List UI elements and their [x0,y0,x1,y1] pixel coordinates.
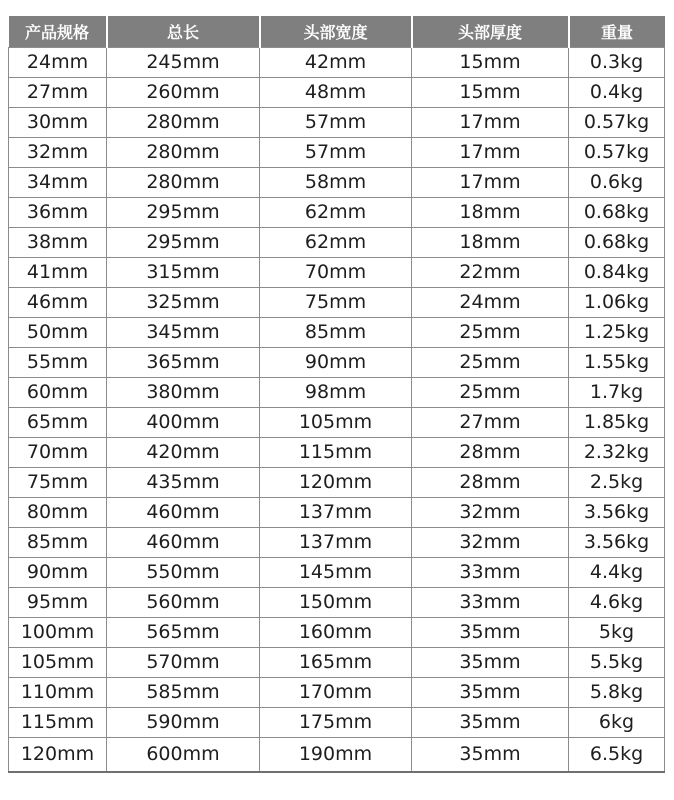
cell-spec: 120mm [9,738,107,773]
table-row [9,408,665,438]
cell-spec: 34mm [9,168,107,198]
cell-head-thickness: 35mm [412,678,569,708]
table-row [9,138,665,168]
cell-weight: 1.85kg [569,408,665,438]
cell-head-width: 62mm [260,198,412,228]
cell-head-thickness: 17mm [412,138,569,168]
cell-weight: 0.4kg [569,78,665,108]
cell-head-thickness: 32mm [412,528,569,558]
cell-weight: 0.6kg [569,168,665,198]
cell-head-width: 57mm [260,108,412,138]
cell-head-thickness: 18mm [412,198,569,228]
cell-weight: 2.32kg [569,438,665,468]
cell-head-width: 137mm [260,528,412,558]
cell-head-width: 62mm [260,228,412,258]
table-body [9,48,665,773]
cell-weight: 1.7kg [569,378,665,408]
cell-weight: 6kg [569,708,665,738]
cell-total-length: 435mm [107,468,260,498]
cell-spec: 24mm [9,48,107,78]
cell-total-length: 325mm [107,288,260,318]
cell-head-width: 48mm [260,78,412,108]
cell-head-thickness: 18mm [412,228,569,258]
cell-head-thickness: 33mm [412,588,569,618]
table-row [9,78,665,108]
table-row [9,648,665,678]
cell-total-length: 365mm [107,348,260,378]
cell-spec: 30mm [9,108,107,138]
cell-weight: 1.25kg [569,318,665,348]
cell-weight: 6.5kg [569,738,665,773]
cell-total-length: 280mm [107,168,260,198]
header-row [9,16,665,48]
cell-weight: 4.4kg [569,558,665,588]
cell-head-thickness: 22mm [412,258,569,288]
table-row [9,258,665,288]
table-row [9,378,665,408]
cell-head-thickness: 28mm [412,438,569,468]
cell-spec: 70mm [9,438,107,468]
cell-head-thickness: 28mm [412,468,569,498]
cell-weight: 4.6kg [569,588,665,618]
cell-weight: 0.84kg [569,258,665,288]
cell-total-length: 585mm [107,678,260,708]
cell-head-thickness: 33mm [412,558,569,588]
table-row [9,348,665,378]
cell-weight: 3.56kg [569,498,665,528]
cell-head-width: 90mm [260,348,412,378]
cell-head-width: 120mm [260,468,412,498]
table-row [9,228,665,258]
cell-total-length: 420mm [107,438,260,468]
cell-total-length: 315mm [107,258,260,288]
cell-head-width: 70mm [260,258,412,288]
cell-head-width: 98mm [260,378,412,408]
cell-total-length: 295mm [107,228,260,258]
cell-total-length: 460mm [107,498,260,528]
cell-spec: 85mm [9,528,107,558]
cell-head-thickness: 25mm [412,348,569,378]
cell-head-width: 57mm [260,138,412,168]
table-row [9,318,665,348]
header-weight: 重量 [569,16,665,48]
cell-total-length: 260mm [107,78,260,108]
cell-total-length: 345mm [107,318,260,348]
cell-weight: 5.5kg [569,648,665,678]
cell-total-length: 565mm [107,618,260,648]
cell-head-width: 190mm [260,738,412,773]
cell-weight: 5.8kg [569,678,665,708]
cell-head-width: 105mm [260,408,412,438]
header-total-length: 总长 [107,16,260,48]
cell-head-thickness: 35mm [412,738,569,773]
cell-head-width: 115mm [260,438,412,468]
cell-head-thickness: 35mm [412,618,569,648]
table-row [9,558,665,588]
cell-head-thickness: 32mm [412,498,569,528]
cell-weight: 0.68kg [569,228,665,258]
header-spec: 产品规格 [9,16,107,48]
table-header [9,16,665,48]
cell-spec: 95mm [9,588,107,618]
table-row [9,738,665,773]
header-head-width: 头部宽度 [260,16,412,48]
cell-total-length: 280mm [107,108,260,138]
cell-total-length: 590mm [107,708,260,738]
cell-head-thickness: 35mm [412,708,569,738]
cell-spec: 60mm [9,378,107,408]
table-row [9,588,665,618]
cell-weight: 1.06kg [569,288,665,318]
cell-spec: 38mm [9,228,107,258]
cell-weight: 3.56kg [569,528,665,558]
cell-spec: 65mm [9,408,107,438]
cell-total-length: 600mm [107,738,260,773]
table-row [9,438,665,468]
cell-head-thickness: 15mm [412,78,569,108]
table-row [9,678,665,708]
cell-total-length: 280mm [107,138,260,168]
cell-spec: 46mm [9,288,107,318]
cell-total-length: 400mm [107,408,260,438]
table-row [9,708,665,738]
cell-head-width: 165mm [260,648,412,678]
cell-total-length: 380mm [107,378,260,408]
cell-head-width: 75mm [260,288,412,318]
cell-total-length: 295mm [107,198,260,228]
cell-weight: 0.3kg [569,48,665,78]
cell-head-thickness: 17mm [412,108,569,138]
cell-head-width: 150mm [260,588,412,618]
cell-spec: 80mm [9,498,107,528]
cell-total-length: 550mm [107,558,260,588]
cell-head-thickness: 35mm [412,648,569,678]
cell-head-width: 175mm [260,708,412,738]
cell-spec: 90mm [9,558,107,588]
table-row [9,288,665,318]
table-row [9,168,665,198]
cell-head-width: 85mm [260,318,412,348]
cell-head-width: 58mm [260,168,412,198]
cell-spec: 41mm [9,258,107,288]
cell-total-length: 245mm [107,48,260,78]
table-row [9,108,665,138]
table-row [9,198,665,228]
cell-head-width: 170mm [260,678,412,708]
cell-spec: 115mm [9,708,107,738]
table-row [9,498,665,528]
cell-spec: 110mm [9,678,107,708]
cell-total-length: 460mm [107,528,260,558]
cell-total-length: 570mm [107,648,260,678]
cell-spec: 50mm [9,318,107,348]
cell-head-thickness: 25mm [412,378,569,408]
cell-spec: 27mm [9,78,107,108]
cell-spec: 55mm [9,348,107,378]
table-row [9,468,665,498]
cell-head-width: 145mm [260,558,412,588]
cell-total-length: 560mm [107,588,260,618]
cell-weight: 0.57kg [569,108,665,138]
cell-spec: 105mm [9,648,107,678]
spec-table [8,16,665,773]
cell-spec: 75mm [9,468,107,498]
cell-head-thickness: 24mm [412,288,569,318]
cell-head-width: 160mm [260,618,412,648]
cell-weight: 0.57kg [569,138,665,168]
cell-spec: 100mm [9,618,107,648]
cell-head-width: 42mm [260,48,412,78]
table-row [9,48,665,78]
cell-head-thickness: 17mm [412,168,569,198]
cell-spec: 32mm [9,138,107,168]
cell-head-thickness: 25mm [412,318,569,348]
cell-weight: 2.5kg [569,468,665,498]
cell-weight: 1.55kg [569,348,665,378]
cell-spec: 36mm [9,198,107,228]
header-head-thickness: 头部厚度 [412,16,569,48]
cell-head-thickness: 15mm [412,48,569,78]
cell-head-thickness: 27mm [412,408,569,438]
table-row [9,528,665,558]
table-row [9,618,665,648]
cell-head-width: 137mm [260,498,412,528]
cell-weight: 5kg [569,618,665,648]
cell-weight: 0.68kg [569,198,665,228]
